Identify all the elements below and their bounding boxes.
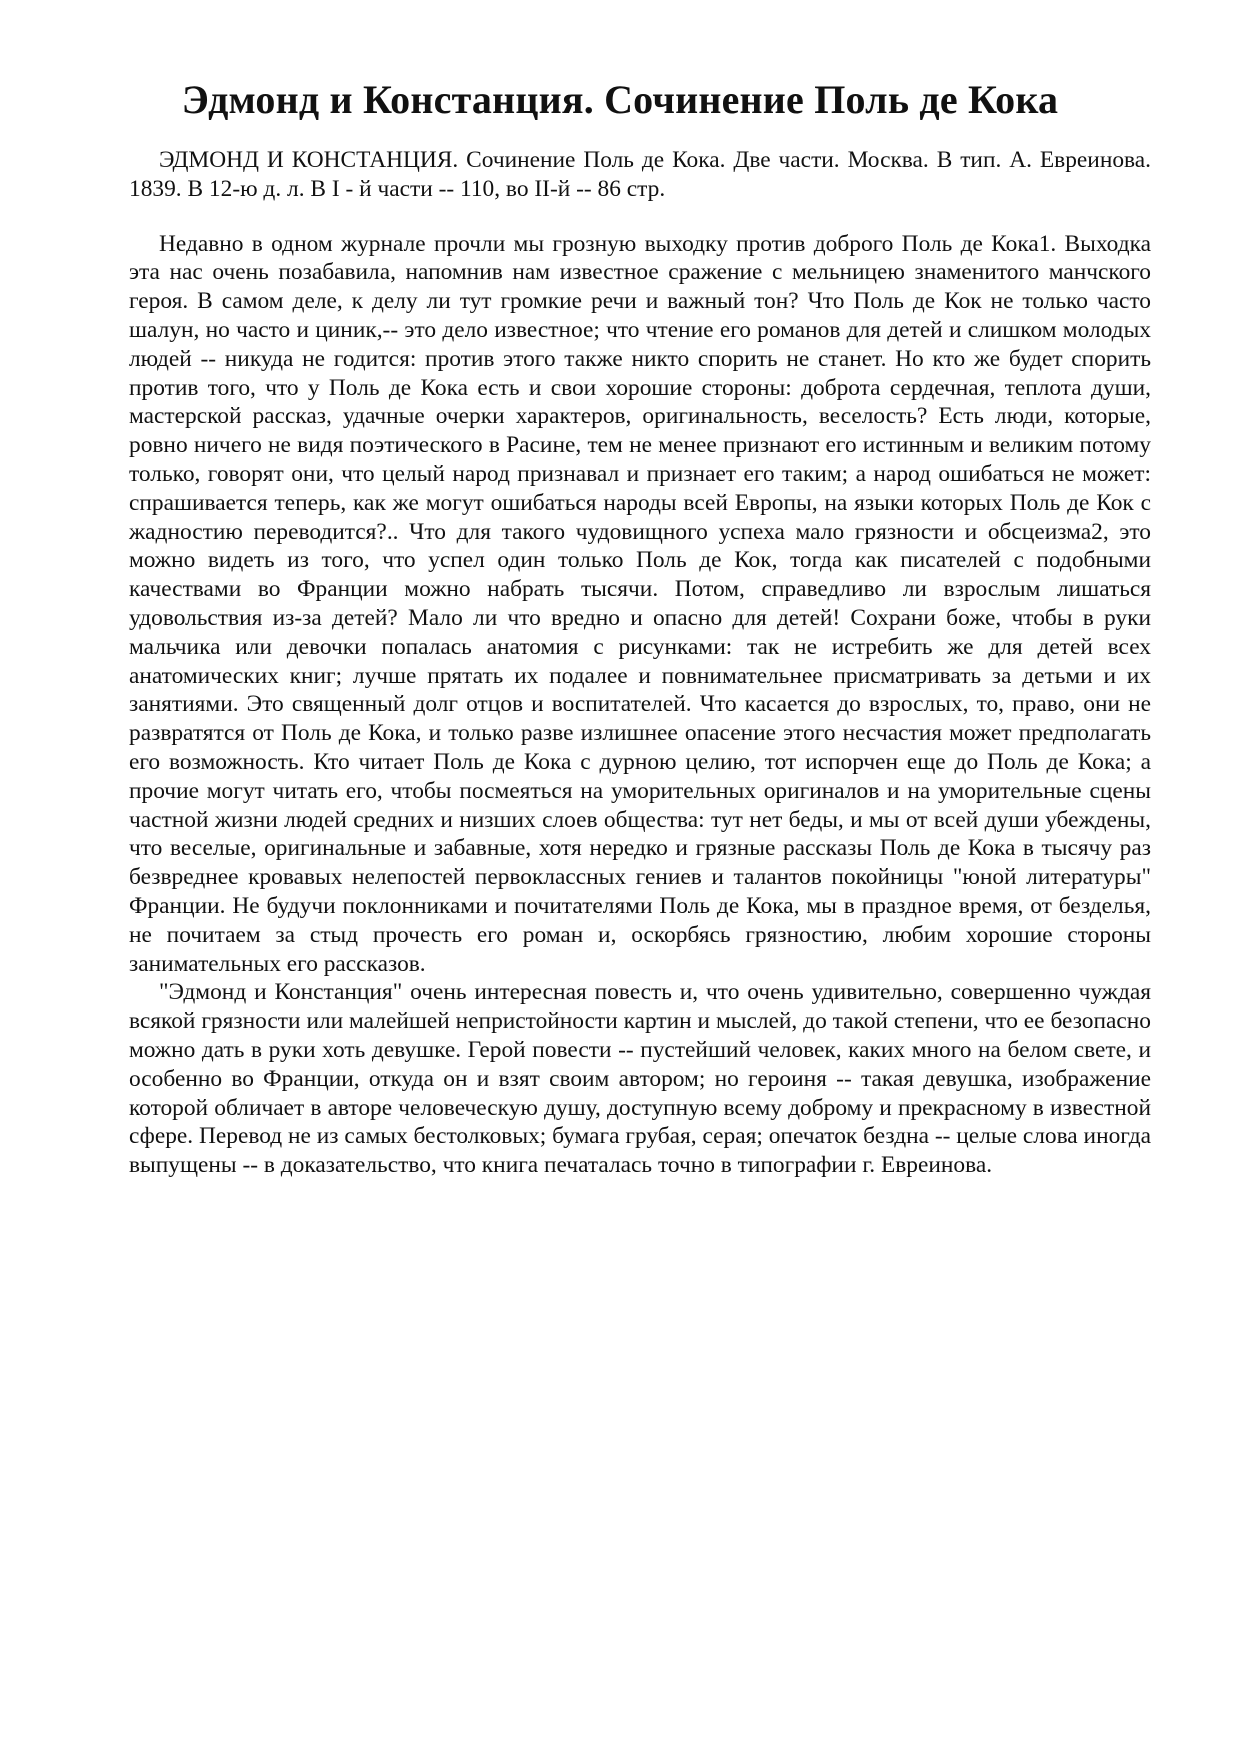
paragraph-2: "Эдмонд и Констанция" очень интересная повесть и, что очень удивительно, совершенно чуждая всякой грязности или малейшей непристойности картин и мыслей, до такой степени, что ее безопасно можно дать в руки хоть девушке. Герой повести -- пустейший человек, каких много на белом свете, и особенно во Франции, откуда он и взят своим автором; но героиня -- такая девушка, изображение которой обличает в авторе человеческую душу, доступную всему доброму и прекрасному в известной сфере. Перевод не из самых бестолковых; бумага грубая, серая; опечаток бездна -- целые слова иногда выпущены -- в доказательство, что книга печаталась точно в типографии г. Евреинова. — [129, 979, 1151, 1179]
document-body — [129, 146, 1151, 1180]
paragraph-1: Недавно в одном журнале прочли мы грозную выходку против доброго Поль де Кока1. Выходка эта нас очень позабавила, напомнив нам известное сражение с мельницею знаменитого манчского героя. В самом деле, к делу ли тут громкие речи и важный тон? Что Поль де Кок не только часто шалун, но часто и циник,-- это дело известное; что чтение его романов для детей и слишком молодых людей -- никуда не годится: против этого также никто спорить не станет. Но кто же будет спорить против того, что у Поль де Кока есть и свои хорошие стороны: доброта сердечная, теплота души, мастерской рассказ, удачные очерки характеров, оригинальность, веселость? Есть люди, которые, ровно ничего не видя поэтического в Расине, тем не менее признают его истинным и великим потому только, говорят они, что целый народ признавал и признает его таким; а народ ошибаться не может: спрашивается теперь, как же могут ошибаться народы всей Европы, на языки которых Поль де Кок с жадностию переводится?.. Что для такого чудовищного успеха мало грязности и обсцеизма2, это можно видеть из того, что успел один только Поль де Кок, тогда как писателей с подобными качествами во Франции можно набрать тысячи. Потом, справедливо ли взрослым лишаться удовольствия из-за детей? Мало ли что вредно и опасно для детей! Сохрани боже, чтобы в руки мальчика или девочки попалась анатомия с рисунками: так не истребить же для детей всех анатомических книг; лучше прятать их подалее и повнимательнее присматривать за детьми и их занятиями. Это священный долг отцов и воспитателей. Что касается до взрослых, то, право, они не развратятся от Поль де Кока, и только разве излишнее опасение этого несчастия может предполагать его возможность. Кто читает Поль де Кока с дурною целию, тот испорчен еще до Поль де Кока; а прочие могут читать его, чтобы посмеяться на уморительных оригиналов и на уморительные сцены частной жизни людей средних и низших слоев общества: тут нет беды, и мы от всей души убеждены, что веселые, оригинальные и забавные, хотя нередко и грязные рассказы Поль де Кока в тысячу раз безвреднее кровавых нелепостей первоклассных гениев и талантов покойницы "юной литературы" Франции. Не будучи поклонниками и почитателями Поль де Кока, мы в праздное время, от безделья, не почитаем за стыд прочесть его роман и, оскорбясь грязностию, любим хорошие стороны занимательных его рассказов. — [129, 230, 1151, 977]
document-title: Эдмонд и Констанция. Сочинение Поль де Кока — [181, 77, 1059, 122]
bibliographic-imprint: ЭДМОНД И КОНСТАНЦИЯ. Сочинение Поль де Кока. Две части. Москва. В тип. А. Евреинова. 1839. В 12-ю д. л. В I - й части -- 110, во II-й -- 86 стр. — [129, 147, 1151, 202]
